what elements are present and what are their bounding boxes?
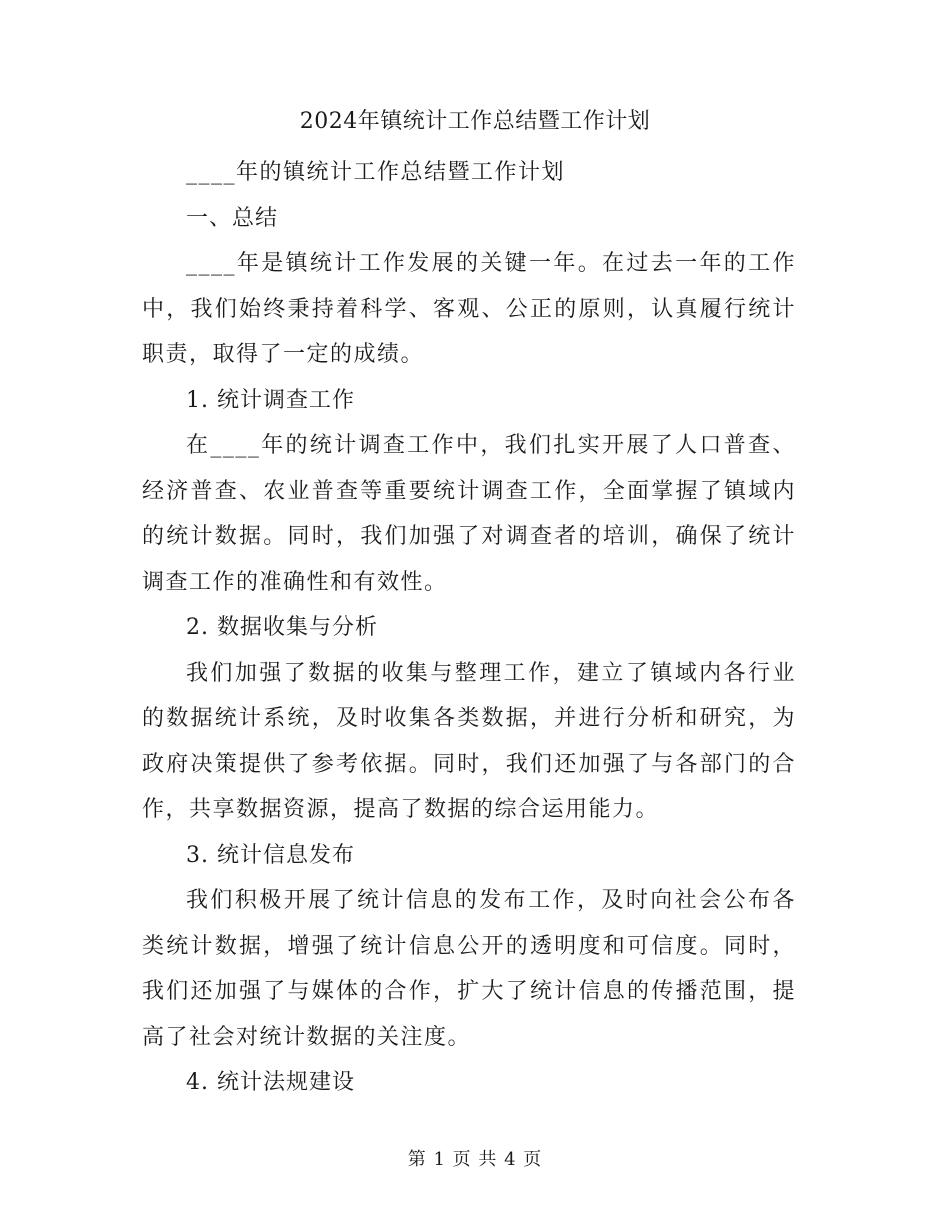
subtitle: ____年的镇统计工作总结暨工作计划 (186, 160, 566, 185)
paragraph-survey-work: 在____年的统计调查工作中，我们扎实开展了人口普查、经济普查、农业普查等重要统计调查工作，全面掌握了镇域内的统计数据。同时，我们加强了对调查者的培训，确保了统计调查工作的准确性和有效性。 (142, 433, 796, 595)
paragraph-data-collection: 我们加强了数据的收集与整理工作，建立了镇域内各行业的数据统计系统，及时收集各类数据，并进行分析和研究，为政府决策提供了参考依据。同时，我们还加强了与各部门的合作，共享数据资源，提高了数据的综合运用能力。 (142, 660, 796, 822)
heading-data-collection: 2. 数据收集与分析 (186, 615, 378, 640)
document-title: 2024年镇统计工作总结暨工作计划 (299, 109, 651, 134)
heading-regulation: 4. 统计法规建设 (186, 1070, 355, 1095)
paragraph-intro: ____年是镇统计工作发展的关键一年。在过去一年的工作中，我们始终秉持着科学、客观、公正的原则，认真履行统计职责，取得了一定的成绩。 (142, 251, 796, 367)
heading-survey-work: 1. 统计调查工作 (186, 387, 355, 413)
page-number: 第 1 页 共 4 页 (407, 1149, 543, 1170)
document-body (142, 150, 796, 1106)
heading-info-release: 3. 统计信息发布 (186, 842, 355, 868)
section-heading-summary: 一、总结 (186, 205, 279, 231)
paragraph-info-release: 我们积极开展了统计信息的发布工作，及时向社会公布各类统计数据，增强了统计信息公开的透明度和可信度。同时，我们还加强了与媒体的合作，扩大了统计信息的传播范围，提高了社会对统计数据的关注度。 (142, 888, 796, 1050)
